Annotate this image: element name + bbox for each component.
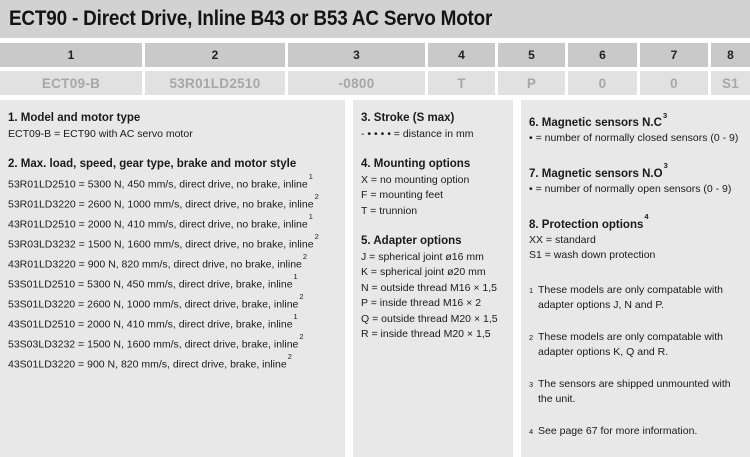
section-2-load-speed-gear-brake-style	[8, 157, 341, 373]
option-line: 53S01LD3220 = 2600 N, 1000 mm/s, direct drive, brake, inline$^2$	[8, 292, 304, 310]
section-heading: 2. Max. load, speed, gear type, brake and motor style	[8, 158, 297, 170]
option-line: ECT09-B = ECT90 with AC servo motor	[8, 127, 193, 140]
number-cell-3: 3	[288, 43, 425, 67]
section-heading: 5. Adapter options	[361, 235, 462, 247]
section-heading: 4. Mounting options	[361, 158, 471, 170]
section-heading: 6. Magnetic sensors $N.C^3$	[529, 110, 668, 129]
option-line: • = number of normally open sensors (0 - 9)	[529, 183, 732, 196]
section-6-magnetic-sensors-nc	[529, 111, 746, 147]
option-line: 53R01LD3220 = 2600 N, 1000 mm/s, direct drive, no brake, inline$^2$	[8, 192, 319, 210]
description-columns	[0, 100, 750, 437]
number-cell-5: 5	[498, 43, 565, 67]
footnote-marker: 1	[529, 285, 534, 295]
number-cell-1: 1	[0, 43, 142, 67]
footnotes	[529, 283, 746, 442]
footnote-ref: 4	[644, 212, 649, 222]
footnote-1	[529, 283, 746, 314]
option-line: F = mounting feet	[361, 189, 444, 201]
code-cell-load-speed: 53R01LD2510	[145, 71, 285, 95]
number-cell-2: 2	[145, 43, 285, 67]
section-heading: 7. Magnetic sensors $N.O^3$	[529, 161, 668, 180]
footnote-ref: 2	[302, 252, 308, 261]
footnote-ref: 3	[663, 161, 668, 171]
option-line: 43S01LD3220 = 900 N, 820 mm/s, direct drive, brake, inline$^2$	[8, 352, 292, 370]
section-8-protection-options	[529, 213, 746, 264]
section-heading: 1. Model and motor type	[8, 112, 141, 124]
option-line: R = inside thread M20 × 1,5	[361, 328, 491, 340]
order-code-number-row	[0, 43, 750, 67]
number-cell-6: 6	[568, 43, 637, 67]
code-cell-stroke: -0800	[288, 71, 425, 95]
option-line: 53R03LD3232 = 1500 N, 1600 mm/s, direct drive, no brake, inline$^2$	[8, 232, 319, 250]
code-cell-model: ECT09-B	[0, 71, 142, 95]
footnote-text: These models are only compatable with adapter options K, Q and R.	[538, 330, 724, 359]
footnote-ref: 2	[287, 352, 292, 361]
code-cell-sensors-nc: 0	[568, 71, 637, 95]
footnote-text: See page 67 for more information.	[538, 424, 698, 437]
section-7-magnetic-sensors-no	[529, 162, 746, 198]
footnote-ref: 2	[314, 192, 319, 201]
footnote-ref: 2	[314, 232, 319, 241]
footnote-ref: 1	[308, 172, 313, 181]
option-line: J = spherical joint ø16 mm	[361, 250, 484, 263]
footnote-2	[529, 330, 746, 361]
option-line: XX = standard	[529, 233, 596, 246]
section-3-stroke	[361, 111, 509, 142]
order-code-value-row	[0, 71, 750, 95]
section-1-model-and-motor-type	[8, 111, 341, 142]
option-line: • = number of normally closed sensors (0 - 9)	[529, 132, 739, 145]
section-4-mounting-options	[361, 157, 509, 219]
footnote-marker: 2	[529, 332, 534, 342]
option-line: 53R01LD2510 = 5300 N, 450 mm/s, direct drive, no brake, inline$^1$	[8, 172, 313, 190]
code-cell-adapter: P	[498, 71, 565, 95]
column-middle	[353, 100, 513, 457]
option-line: P = inside thread M16 × 2	[361, 297, 482, 309]
footnote-ref: 1	[293, 272, 298, 281]
page-title: ECT90 - Direct Drive, Inline B43 or B53 AC Servo Motor	[9, 7, 493, 30]
footnote-ref: 2	[299, 332, 304, 341]
footnote-ref: 1	[293, 312, 298, 321]
footnote-ref: 2	[299, 292, 304, 301]
code-cell-protection: S1	[711, 71, 750, 95]
footnote-text: The sensors are shipped unmounted with the unit.	[538, 377, 731, 406]
section-5-adapter-options	[361, 234, 509, 343]
option-line: 53S01LD2510 = 5300 N, 450 mm/s, direct drive, brake, inline$^1$	[8, 272, 298, 290]
code-cell-sensors-no: 0	[640, 71, 708, 95]
title-bar	[0, 0, 750, 38]
option-line: 53S03LD3232 = 1500 N, 1600 mm/s, direct drive, brake, inline$^2$	[8, 332, 304, 350]
option-line: 43S01LD2510 = 2000 N, 410 mm/s, direct drive, brake, inline$^1$	[8, 312, 298, 330]
option-line: K = spherical joint ø20 mm	[361, 266, 486, 278]
option-line: X = no mounting option	[361, 173, 470, 186]
column-left	[0, 100, 345, 457]
footnote-ref: 3	[662, 110, 668, 120]
option-line: N = outside thread M16 × 1,5	[361, 281, 498, 294]
option-line: 43R01LD2510 = 2000 N, 410 mm/s, direct drive, no brake, inline$^1$	[8, 212, 313, 230]
number-cell-8: 8	[711, 43, 750, 67]
option-line: S1 = wash down protection	[529, 249, 656, 262]
footnote-4	[529, 424, 746, 442]
column-right	[521, 100, 750, 457]
option-line: T = trunnion	[361, 204, 418, 217]
option-line: 43R01LD3220 = 900 N, 820 mm/s, direct drive, no brake, inline$^2$	[8, 252, 308, 270]
number-cell-4: 4	[428, 43, 495, 67]
section-heading: 8. Protection options$^4$	[529, 212, 649, 231]
option-line: Q = outside thread M20 × 1,5	[361, 312, 498, 325]
number-cell-7: 7	[640, 43, 708, 67]
option-line: - • • • • = distance in mm	[361, 127, 474, 140]
footnote-marker: 4	[529, 426, 534, 436]
footnote-text: These models are only compatable with adapter options J, N and P.	[538, 283, 724, 312]
footnote-marker: 3	[529, 379, 534, 389]
footnote-ref: 1	[308, 212, 313, 221]
section-heading: 3. Stroke (S max)	[361, 112, 455, 124]
footnote-3	[529, 377, 746, 408]
code-cell-mounting: T	[428, 71, 495, 95]
